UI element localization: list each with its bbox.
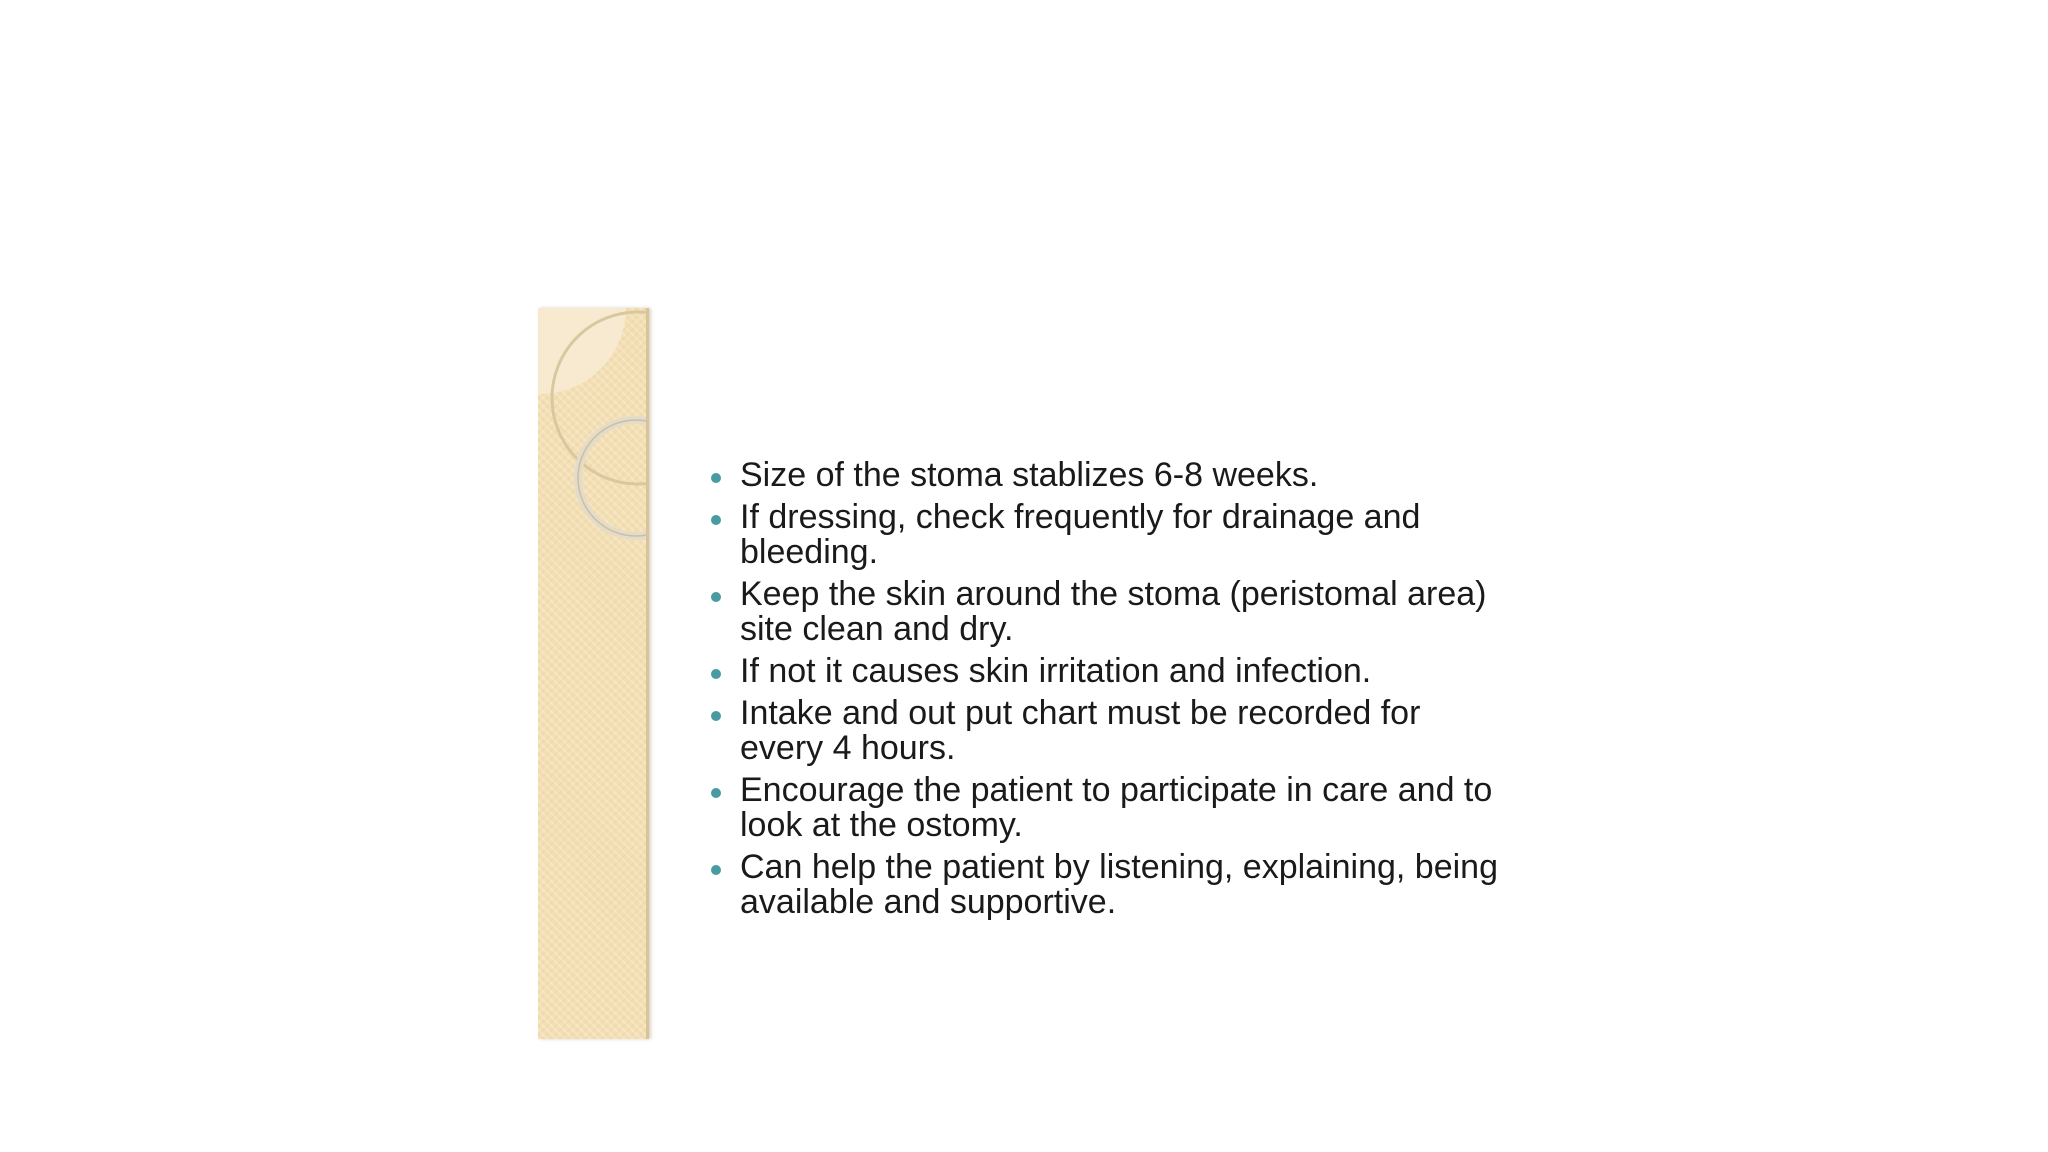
bullet-item [708, 773, 1508, 843]
bullet-dot-icon [711, 515, 721, 525]
bullet-text: If dressing, check frequently for drainage and bleeding. [740, 498, 1421, 571]
bullet-text: Size of the stoma stablizes 6-8 weeks. [740, 456, 1319, 494]
bullet-text: If not it causes skin irritation and infection. [740, 652, 1372, 690]
bullet-text: Can help the patient by listening, explaining, being available and supportive. [740, 848, 1498, 921]
bullet-item [708, 696, 1508, 766]
slide-content [708, 458, 1508, 927]
bullet-dot-icon [711, 788, 721, 798]
bullet-dot-icon [711, 592, 721, 602]
bullet-item [708, 500, 1508, 570]
bullet-item [708, 654, 1508, 689]
bullet-text: Keep the skin around the stoma (peristomal area) site clean and dry. [740, 575, 1487, 648]
bullet-item [708, 850, 1508, 920]
bullet-item [708, 577, 1508, 647]
bullet-text: Encourage the patient to participate in care and to look at the ostomy. [740, 771, 1493, 844]
decorative-rings-icon [538, 308, 646, 1039]
decorative-side-strip [538, 308, 649, 1039]
bullet-item [708, 458, 1508, 493]
bullet-list [708, 458, 1508, 920]
bullet-dot-icon [711, 865, 721, 875]
bullet-dot-icon [711, 669, 721, 679]
bullet-text: Intake and out put chart must be recorded for every 4 hours. [740, 694, 1421, 767]
bullet-dot-icon [711, 711, 721, 721]
bullet-dot-icon [711, 473, 721, 483]
